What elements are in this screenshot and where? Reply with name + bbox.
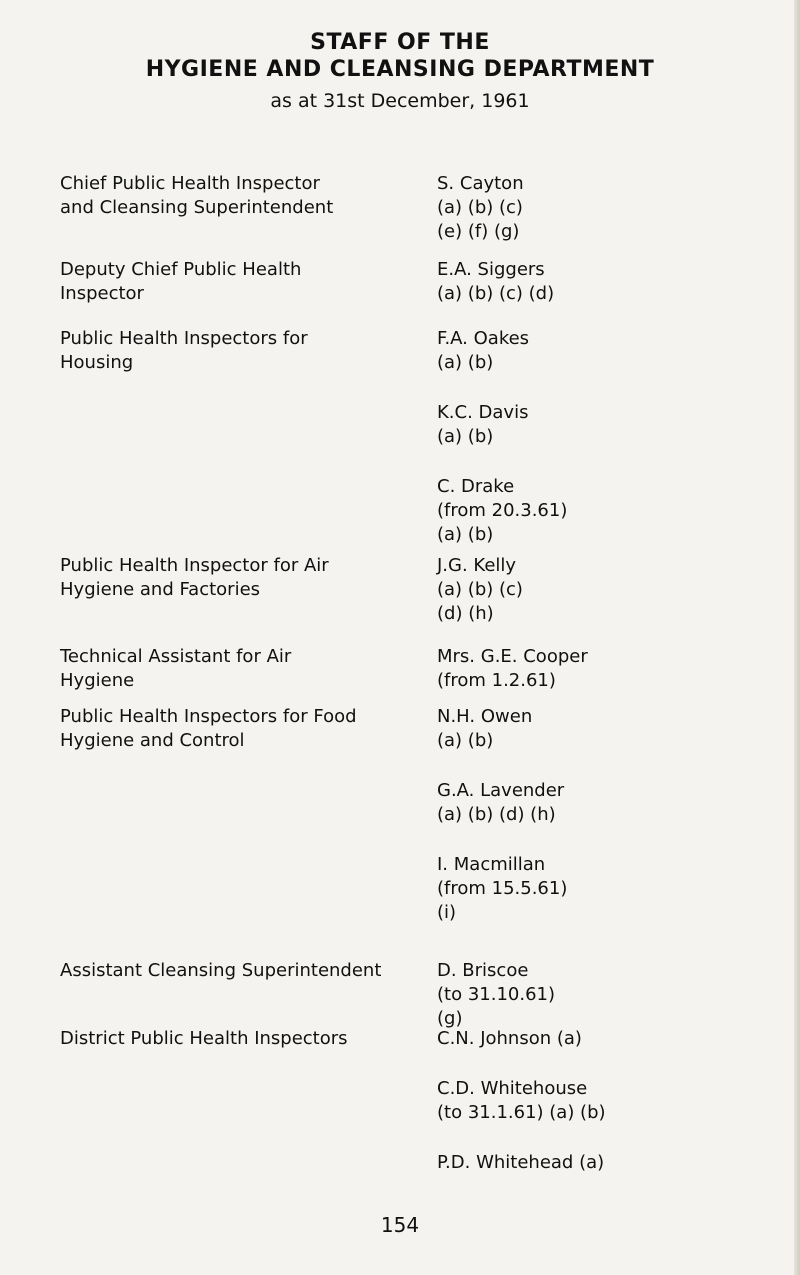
member-detail: (d) (h) xyxy=(437,603,494,624)
title-line-1: STAFF OF THE xyxy=(310,30,490,55)
staff-members xyxy=(437,327,767,573)
member-detail: (a) (b) (c) xyxy=(437,197,523,218)
role-line: Assistant Cleansing Superintendent xyxy=(60,960,382,981)
staff-members xyxy=(437,172,767,270)
staff-members xyxy=(437,554,767,652)
member-detail: (to 31.10.61) xyxy=(437,984,555,1005)
member-name: E.A. Siggers xyxy=(437,259,545,280)
member-detail: (a) (b) (c) xyxy=(437,579,523,600)
role-title xyxy=(60,327,440,375)
member-name: K.C. Davis xyxy=(437,402,529,423)
role-title xyxy=(60,1027,440,1051)
role-line: Public Health Inspectors for xyxy=(60,328,308,349)
role-line: Hygiene and Control xyxy=(60,730,245,751)
role-line: Public Health Inspector for Air xyxy=(60,555,329,576)
role-line: and Cleansing Superintendent xyxy=(60,197,334,218)
role-line: District Public Health Inspectors xyxy=(60,1028,348,1049)
page-number: 154 xyxy=(380,1213,420,1237)
member-name: J.G. Kelly xyxy=(437,555,517,576)
role-line: Hygiene xyxy=(60,670,135,691)
role-title xyxy=(60,645,440,693)
staff-member xyxy=(437,645,767,693)
role-title xyxy=(60,705,440,753)
member-detail: (from 15.5.61) xyxy=(437,878,568,899)
member-name: N.H. Owen xyxy=(437,706,533,727)
member-name: C.D. Whitehouse xyxy=(437,1078,588,1099)
member-detail: (to 31.1.61) (a) (b) xyxy=(437,1102,606,1123)
member-detail: (i) xyxy=(437,902,457,923)
staff-members xyxy=(437,1027,767,1201)
role-line: Housing xyxy=(60,352,134,373)
role-line: Chief Public Health Inspector xyxy=(60,173,320,194)
subtitle-date: as at 31st December, 1961 xyxy=(270,90,530,112)
staff-member xyxy=(437,959,767,1031)
role-title xyxy=(60,959,440,983)
role-title xyxy=(60,554,440,602)
member-name: D. Briscoe xyxy=(437,960,529,981)
member-name: F.A. Oakes xyxy=(437,328,530,349)
staff-members xyxy=(437,705,767,951)
member-name: P.D. Whitehead (a) xyxy=(437,1152,605,1173)
page-edge-shadow xyxy=(794,0,800,1275)
staff-member xyxy=(437,258,767,306)
role-line: Hygiene and Factories xyxy=(60,579,261,600)
staff-member xyxy=(437,1077,767,1125)
staff-member xyxy=(437,327,767,375)
role-title xyxy=(60,258,440,306)
title-line-2: HYGIENE AND CLEANSING DEPARTMENT xyxy=(145,57,655,82)
member-detail: (a) (b) (c) (d) xyxy=(437,283,555,304)
member-name: S. Cayton xyxy=(437,173,524,194)
member-name: C. Drake xyxy=(437,476,515,497)
member-name: G.A. Lavender xyxy=(437,780,565,801)
member-name: I. Macmillan xyxy=(437,854,546,875)
member-detail: (g) xyxy=(437,1008,463,1029)
staff-members xyxy=(437,258,767,332)
member-detail: (a) (b) (d) (h) xyxy=(437,804,556,825)
role-line: Technical Assistant for Air xyxy=(60,646,292,667)
member-detail: (a) (b) xyxy=(437,524,494,545)
staff-member xyxy=(437,853,767,925)
member-detail: (a) (b) xyxy=(437,730,494,751)
staff-member xyxy=(437,779,767,827)
staff-member xyxy=(437,1151,767,1175)
role-title xyxy=(60,172,440,220)
staff-member xyxy=(437,401,767,449)
staff-member xyxy=(437,705,767,753)
member-detail: (a) (b) xyxy=(437,352,494,373)
staff-member xyxy=(437,1027,767,1051)
staff-member xyxy=(437,172,767,244)
staff-member xyxy=(437,554,767,626)
role-line: Inspector xyxy=(60,283,144,304)
member-name: C.N. Johnson (a) xyxy=(437,1028,582,1049)
role-line: Public Health Inspectors for Food xyxy=(60,706,357,727)
member-detail: (from 20.3.61) xyxy=(437,500,568,521)
staff-member xyxy=(437,475,767,547)
member-detail: (from 1.2.61) xyxy=(437,670,556,691)
member-detail: (e) (f) (g) xyxy=(437,221,520,242)
member-detail: (a) (b) xyxy=(437,426,494,447)
role-line: Deputy Chief Public Health xyxy=(60,259,302,280)
member-name: Mrs. G.E. Cooper xyxy=(437,646,588,667)
